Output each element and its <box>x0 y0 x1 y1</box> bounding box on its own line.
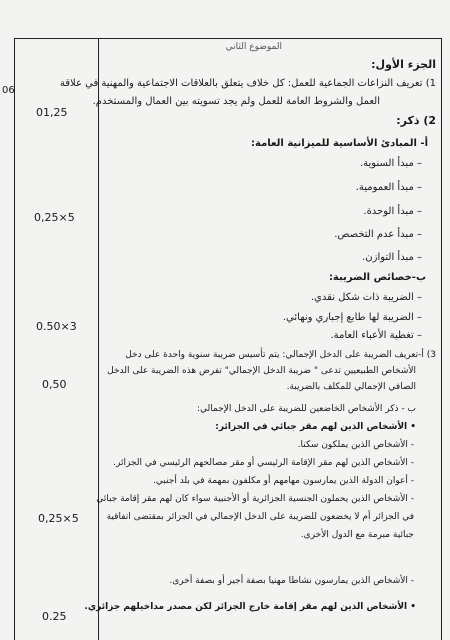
q3-g1-item-2-text: الأشخاص الذين لهم مقر الإقامة الرئيسي أو مقر مصالحهم الرئيسي في الجزائر. <box>113 458 408 468</box>
q2a-item-2: – مبدأ العمومية. <box>355 182 422 193</box>
q3-g1-item-3-text: أعوان الدولة الذين يمارسون مهامهم أو مكلفون بمهمة في بلد أجنبي. <box>152 476 408 486</box>
q3-g1-item-3: - أعوان الدولة الذين يمارسون مهامهم أو مكلفون بمهمة في بلد أجنبي. <box>152 476 414 486</box>
q3a-line3: الصافي الإجمالي للمكلف بالضريبة. <box>286 382 416 392</box>
q3-g1-cont-2: جبائية مبرمة مع الدول الأخرى. <box>300 530 414 540</box>
q2b-item-1: – الضريبة ذات شكل نقدي. <box>310 292 422 303</box>
q3-g1-item-1: - الأشخاص الذين يملكون سكنا. <box>297 440 414 450</box>
q3-g1-item-2: - الأشخاص الذين لهم مقر الإقامة الرئيسي أو مقر مصالحهم الرئيسي في الجزائر. <box>113 458 414 468</box>
mark-q1: 01,25 <box>36 106 68 119</box>
q2b-item-3-text: تغطية الأعباء العامة. <box>330 330 414 341</box>
q1-line1: 1) تعريف النزاعات الجماعية للعمل: كل خلاف يتعلق بالعلاقات الاجتماعية والمهنية في علاقة <box>59 78 436 89</box>
mark-q2b: 0.50×3 <box>36 320 77 333</box>
q2a-item-1-text: مبدأ السنوية. <box>359 158 414 169</box>
part-title: الجزء الأول: <box>371 58 436 71</box>
header-fragment: الموضوع الثاني <box>225 42 282 52</box>
page-number: 06 <box>2 85 15 96</box>
q2a-item-3: – مبدأ الوحدة. <box>363 206 422 217</box>
q3-g1-item-1-text: الأشخاص الذين يملكون سكنا. <box>297 440 408 450</box>
q2b-item-1-text: الضريبة ذات شكل نقدي. <box>310 292 414 303</box>
q2b-item-2-text: الضريبة لها طابع إجباري ونهائي. <box>282 312 414 323</box>
q3-group1-text: الأشخاص الذين لهم مقر جبائي في الجزائر: <box>215 422 408 432</box>
q2a-title: أ- المبادئ الأساسية للميزانية العامة: <box>251 138 428 149</box>
mark-q3b: 0,25×5 <box>38 512 79 525</box>
mark-q3a: 0,50 <box>42 378 67 391</box>
marks-divider <box>98 38 99 640</box>
q2b-item-3: – تغطية الأعباء العامة. <box>330 330 422 341</box>
mark-q3c: 0.25 <box>42 610 67 623</box>
q2a-item-1: – مبدأ السنوية. <box>359 158 422 169</box>
q1-line2: العمل والشروط العامة للعمل ولم يجد تسويته بين العمال والمستخدم. <box>92 96 380 107</box>
q2b-item-2: – الضريبة لها طابع إجباري ونهائي. <box>282 312 422 323</box>
q2a-item-2-text: مبدأ العمومية. <box>355 182 414 193</box>
q2-title: 2) ذكر: <box>396 114 436 127</box>
q3a-line1: 3) أ-تعريف الضريبة على الدخل الإجمالي: يتم تأسيس ضريبة سنوية واحدة على دخل <box>125 350 436 360</box>
q2a-item-4: – مبدأ عدم التخصص. <box>334 229 422 240</box>
q3-group1: • الأشخاص الذين لهم مقر جبائي في الجزائر: <box>215 422 416 432</box>
q3a-line2: الأشخاص الطبيعيين تدعى " ضريبة الدخل الإجمالي" تفرض هذه الضريبة على الدخل <box>107 366 416 376</box>
q3-g1-cont-1: في الجزائر أم لا يخضعون للضريبة على الدخل الإجمالي في الجزائر بمقتضى اتفاقية <box>106 512 414 522</box>
q3-g1-last: - الأشخاص الذين يمارسون نشاطا مهنيا بصفة أجير أو بصفة أخرى. <box>169 576 414 586</box>
left-border <box>14 38 15 640</box>
q2a-item-5: – مبدأ التوازن. <box>362 252 422 263</box>
q2a-item-4-text: مبدأ عدم التخصص. <box>334 229 414 240</box>
right-border <box>441 38 442 640</box>
q3-group2-text: الأشخاص الذين لهم مقر إقامة خارج الجزائر لكن مصدر مداخيلهم جزائري. <box>84 602 408 612</box>
top-rule <box>14 38 442 39</box>
q2a-item-5-text: مبدأ التوازن. <box>362 252 414 263</box>
q2a-item-3-text: مبدأ الوحدة. <box>363 206 414 217</box>
mark-q2a: 0,25×5 <box>34 211 75 224</box>
q3-g1-item-4: - الأشخاص الذين يحملون الجنسية الجزائرية أو الأجنبية سواء كان لهم مقر إقامة جبائي <box>96 494 414 504</box>
q3b-title: ب - ذكر الأشخاص الخاضعين للضريبة على الدخل الإجمالي: <box>197 404 416 414</box>
q2b-title: ب-خصائص الضريبة: <box>328 272 426 283</box>
q3-group2: • الأشخاص الذين لهم مقر إقامة خارج الجزائر لكن مصدر مداخيلهم جزائري. <box>84 602 416 612</box>
q3-g1-item-4-text: الأشخاص الذين يحملون الجنسية الجزائرية أو الأجنبية سواء كان لهم مقر إقامة جبائي <box>96 494 408 504</box>
q3-g1-last-text: الأشخاص الذين يمارسون نشاطا مهنيا بصفة أجير أو بصفة أخرى. <box>169 576 408 586</box>
